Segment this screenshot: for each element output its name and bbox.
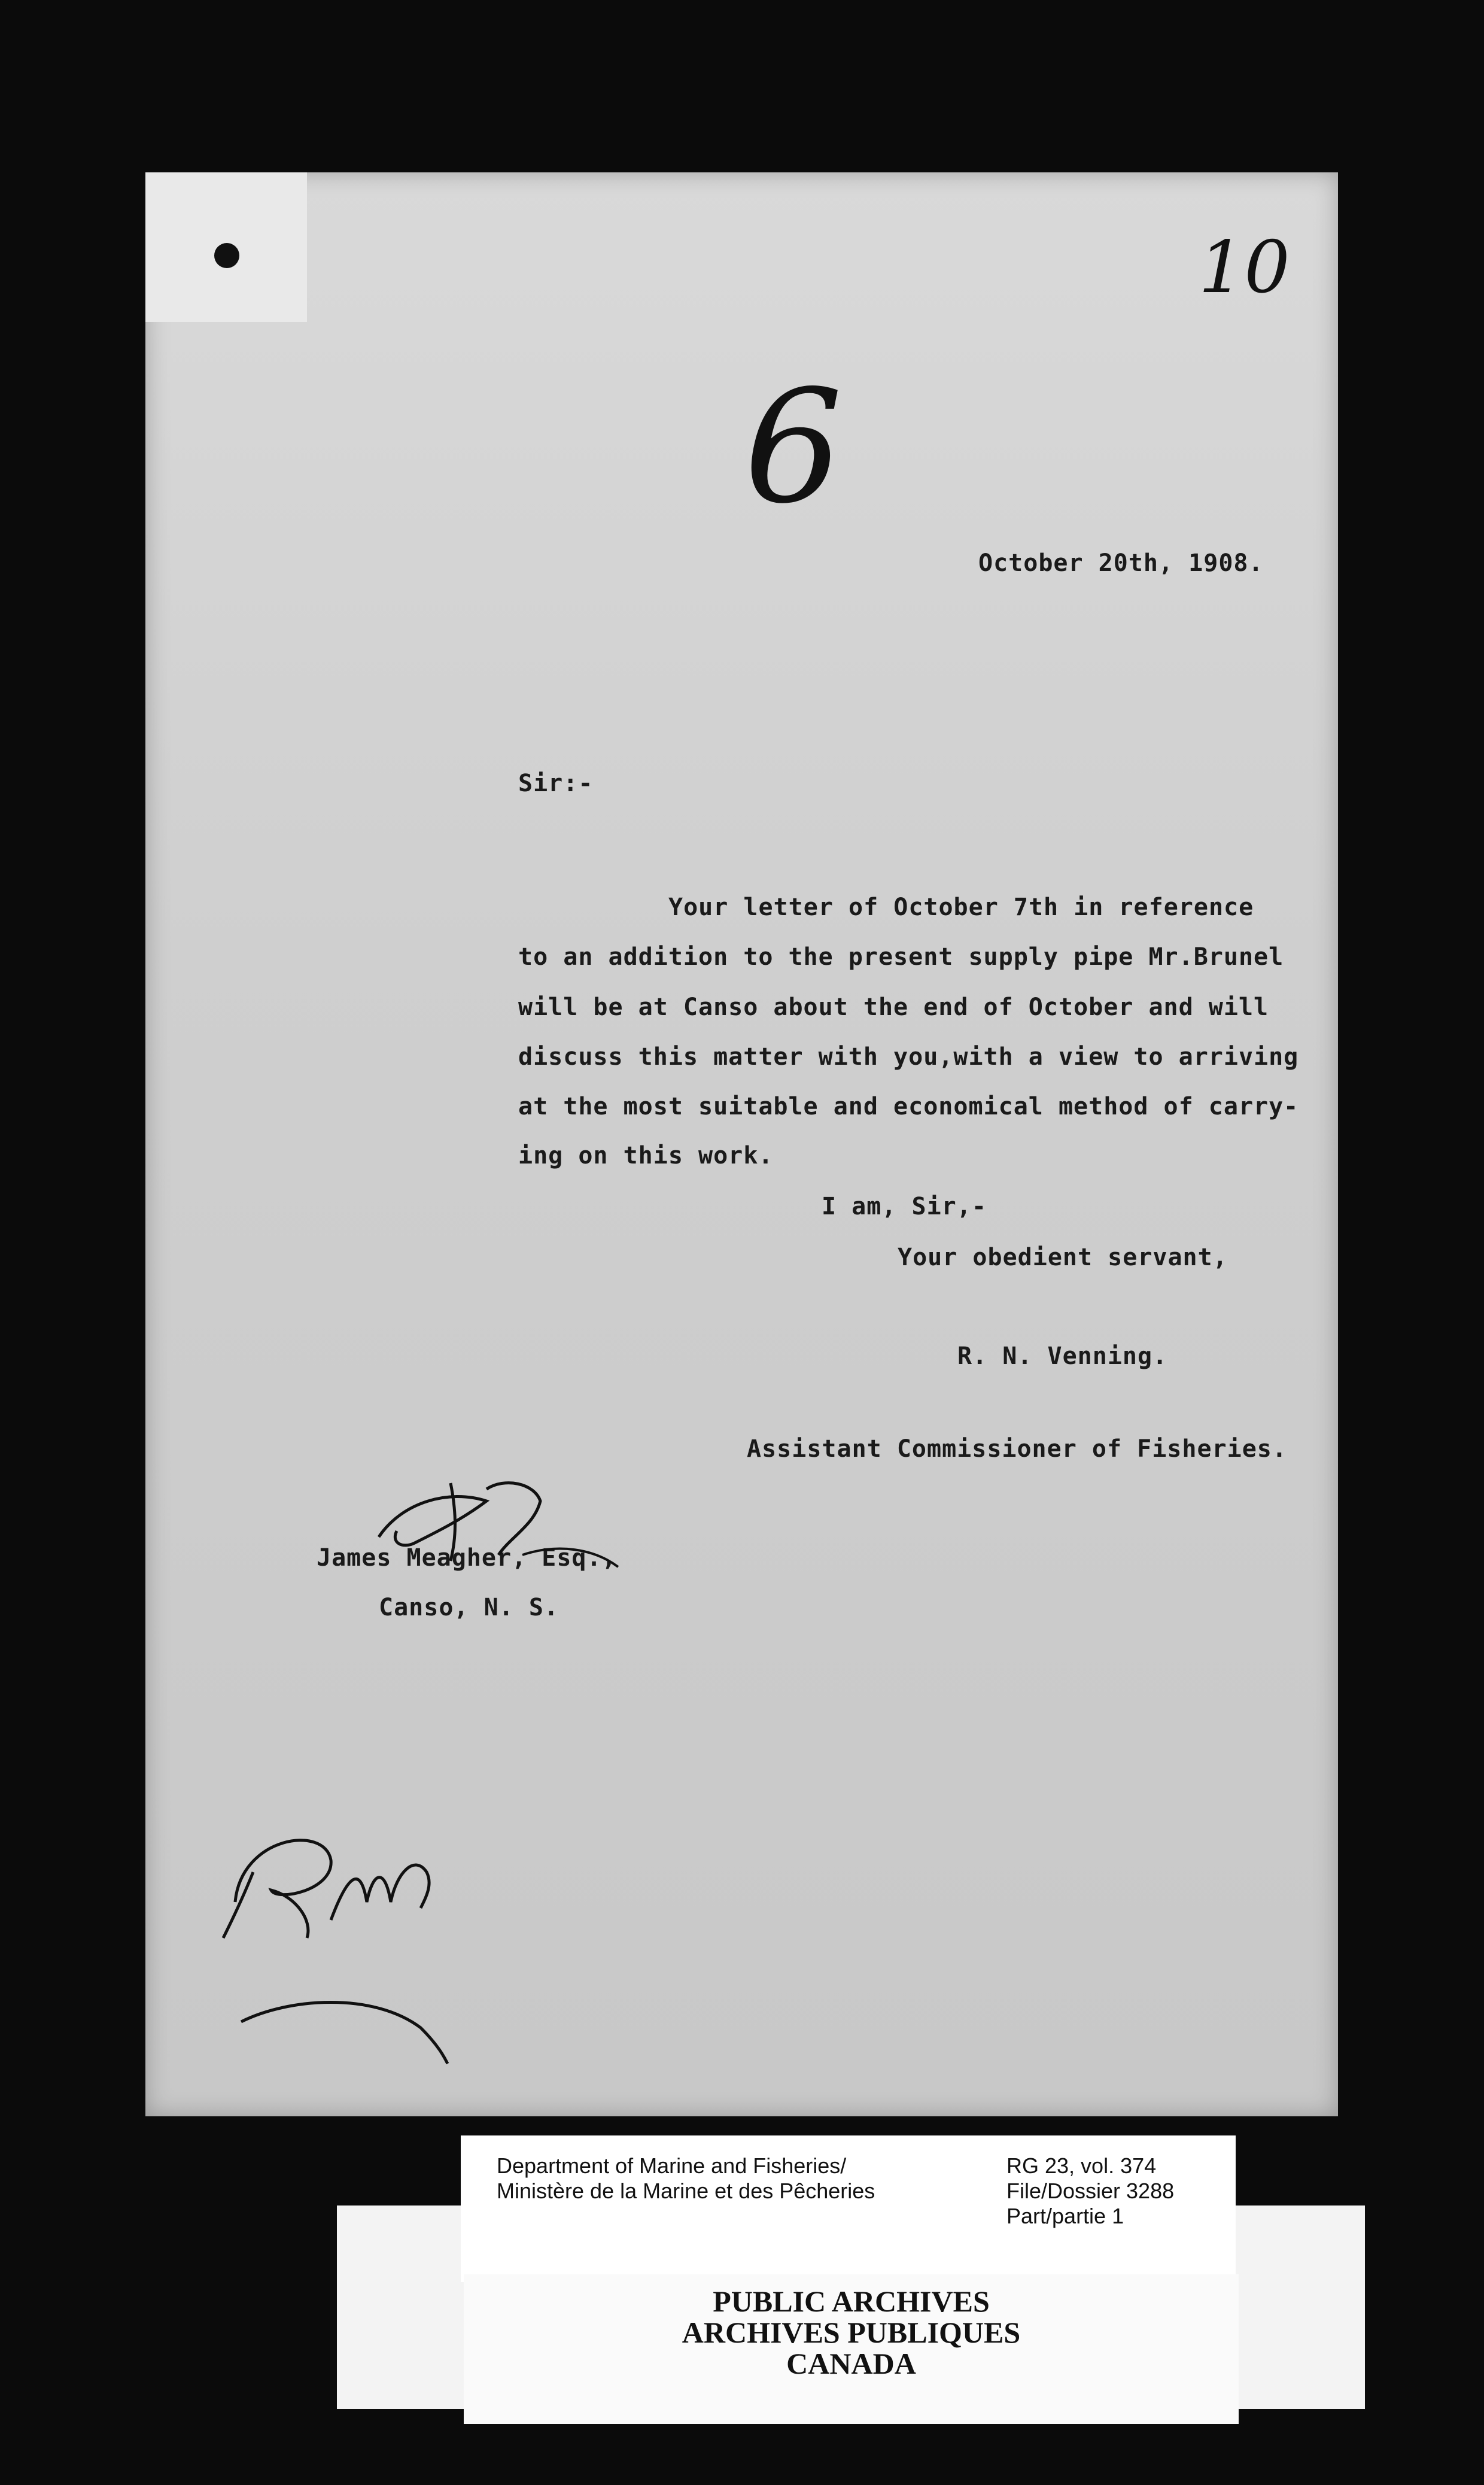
body-line: ing on this work. — [518, 1142, 774, 1169]
part-ref: Part/partie 1 — [1006, 2204, 1124, 2228]
department-english: Department of Marine and Fisheries/ — [497, 2153, 847, 2178]
recipient-place: Canso, N. S. — [379, 1594, 559, 1621]
closing: I am, Sir,- — [822, 1193, 987, 1220]
signatory-name: R. N. Venning. — [957, 1342, 1168, 1370]
handwritten-initials — [367, 1465, 636, 1573]
archive-stamp — [464, 2274, 1239, 2424]
initials-mark-drawing — [217, 1800, 528, 2064]
body-line: Your letter of October 7th in reference — [668, 894, 1254, 921]
punch-hole — [214, 243, 239, 268]
stamp-line-2: ARCHIVES PUBLIQUES — [682, 2316, 1021, 2349]
department-french: Ministère de la Marine et des Pêcheries — [497, 2179, 875, 2203]
body-line: to an addition to the present supply pipe Mr.Brunel — [518, 943, 1284, 971]
letter-date: October 20th, 1908. — [978, 549, 1264, 577]
body-line: will be at Canso about the end of October and will — [518, 994, 1269, 1021]
archive-reference-label — [461, 2135, 1236, 2282]
body-line: at the most suitable and economical method of carry- — [518, 1093, 1299, 1120]
closing-servant: Your obedient servant, — [898, 1244, 1228, 1271]
page-number: 10 — [1199, 226, 1290, 309]
stamp-line-3: CANADA — [786, 2347, 916, 2380]
stamp-line-1: PUBLIC ARCHIVES — [713, 2285, 990, 2318]
recipient-name: James Meagher, Esq., — [317, 1544, 617, 1572]
file-dossier-ref: File/Dossier 3288 — [1006, 2179, 1175, 2203]
letter-page — [145, 172, 1338, 2116]
body-line: discuss this matter with you,with a view to arriving — [518, 1043, 1299, 1071]
record-group-ref: RG 23, vol. 374 — [1006, 2153, 1157, 2178]
letter-salutation: Sir:- — [518, 770, 594, 797]
annotation-mark: 6 — [744, 357, 843, 538]
signatory-title: Assistant Commissioner of Fisheries. — [747, 1435, 1287, 1463]
